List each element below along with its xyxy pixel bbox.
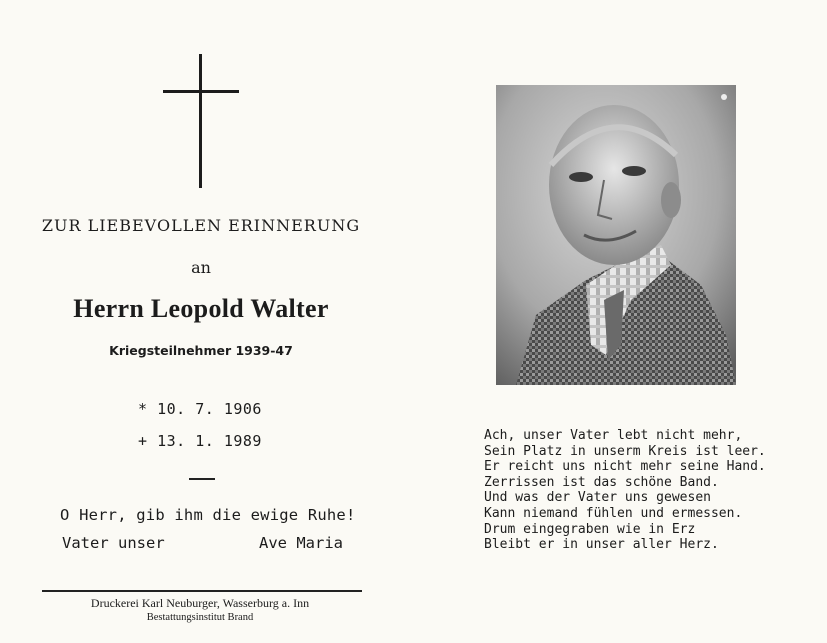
cross-icon — [163, 54, 239, 188]
poem-line: Er reicht uns nicht mehr seine Hand. — [484, 459, 766, 475]
poem-line: Sein Platz in unserm Kreis ist leer. — [484, 443, 766, 459]
poem-line: Bleibt er in unser aller Herz. — [484, 537, 719, 553]
death-date: + 13. 1. 1989 — [138, 432, 262, 450]
ave-maria-text: Ave Maria — [259, 534, 343, 552]
deceased-name: Herrn Leopold Walter — [73, 294, 329, 323]
funeral-institute: Bestattungsinstitut Brand — [146, 612, 254, 623]
poem-line: Und was der Vater uns gewesen — [484, 490, 711, 506]
poem-line: Kann niemand fühlen und ermessen. — [484, 505, 743, 521]
poem-line: Drum eingegraben wie in Erz — [484, 521, 696, 537]
poem-line: Ach, unser Vater lebt nicht mehr, — [484, 428, 743, 443]
poem-line: Zerrissen ist das schöne Band. — [484, 474, 719, 490]
an-text: an — [191, 258, 211, 277]
birth-date: * 10. 7. 1906 — [138, 400, 262, 418]
poem — [484, 428, 766, 553]
remembrance-heading: ZUR LIEBEVOLLEN ERINNERUNG — [41, 216, 361, 235]
vater-unser-text: Vater unser — [62, 534, 165, 552]
card-left-panel — [0, 0, 410, 643]
printer-credit: Druckerei Karl Neuburger, Wasserburg a. Inn — [90, 596, 310, 610]
footer-rule — [42, 590, 362, 592]
separator-dash — [189, 478, 215, 480]
veteran-subtitle: Kriegsteilnehmer 1939-47 — [109, 343, 293, 358]
portrait-photo — [496, 85, 736, 385]
prayer-line: O Herr, gib ihm die ewige Ruhe! — [60, 506, 356, 524]
